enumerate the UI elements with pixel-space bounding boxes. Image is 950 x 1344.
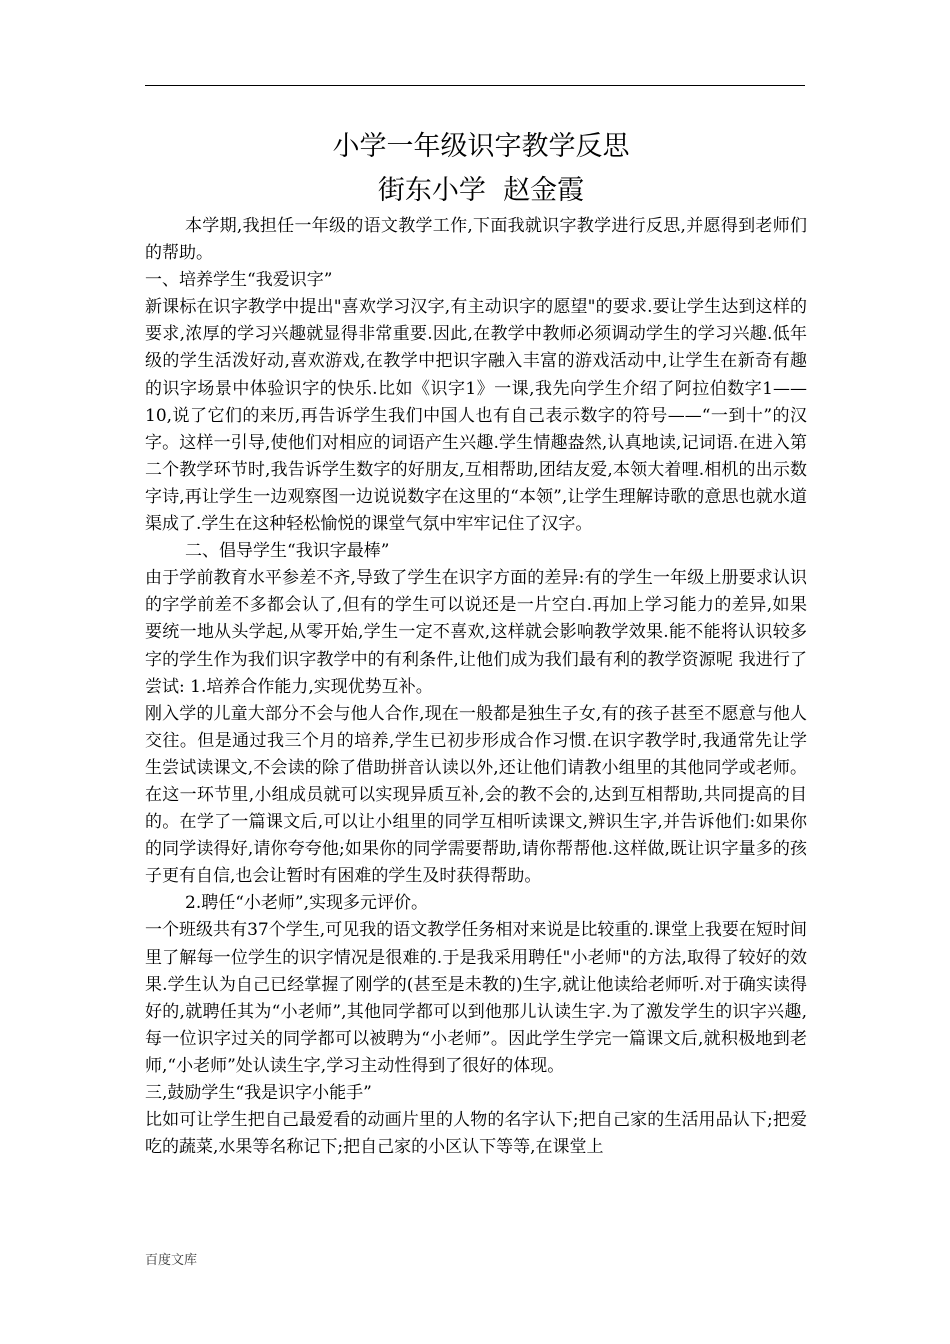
document-title: 小学一年级识字教学反思: [332, 131, 630, 162]
paragraph: 比如可让学生把自己最爱看的动画片里的人物的名字认下;把自己家的生活用品认下;把爱吃的蔬菜,水果等名称记下;把自己家的小区认下等等,在课堂上: [145, 1110, 807, 1158]
paragraph: 刚入学的儿童大部分不会与他人合作,现在一般都是独生子女,有的孩子甚至不愿意与他人交往。但是通过我三个月的培养,学生已初步形成合作习惯.在识字教学时,我通常先让学生尝试读课文,不会读的除了借助拼音认读以外,还让他们请教小组里的其他同学或老师。在这一环节里,小组成员就可以实现异质互补,会的教不会的,达到互相帮助,共同提高的目的。在学了一篇课文后,可以让小组里的同学互相听读课文,辨识生字,并告诉他们:如果你的同学读得好,请你夸夸他;如果你的同学需要帮助,请你帮帮他.这样做,既让识字量多的孩子更有自信,也会让暂时有困难的学生及时获得帮助。: [145, 703, 807, 887]
paragraph: 一、培养学生“我爱识字”: [145, 270, 333, 291]
document-body: [145, 125, 807, 1161]
paragraph: 由于学前教育水平参差不齐,导致了学生在识字方面的差异:有的学生一年级上册要求认识的字学前差不多都会认了,但有的学生可以说还是一片空白.再加上学习能力的差异,如果要统一地从头学起,从零开始,学生一定不喜欢,这样就会影响教学效果.能不能将认识较多字的学生作为我们识字教学中的有利条件,让他们成为我们最有利的教学资源呢 我进行了尝试: 1.培养合作能力,实现优势互补。: [145, 568, 807, 697]
paragraph: 2.聘任“小老师”,实现多元评价。: [185, 893, 429, 914]
footer-source: 百度文库: [145, 1253, 198, 1268]
paragraph: 本学期,我担任一年级的语文教学工作,下面我就识字教学进行反思,并愿得到老师们的帮助。: [145, 216, 807, 264]
author-line: 街东小学 赵金霞: [377, 175, 585, 206]
paragraph: 二、倡导学生“我识字最棒”: [185, 541, 390, 562]
paragraph: 新课标在识字教学中提出"喜欢学习汉字,有主动识字的愿望"的要求.要让学生达到这样的要求,浓厚的学习兴趣就显得非常重要.因此,在教学中教师必须调动学生的学习兴趣.低年级的学生活泼好动,喜欢游戏,在教学中把识字融入丰富的游戏活动中,让学生在新奇有趣的识字场景中体验识字的快乐.比如《识字1》一课,我先向学生介绍了阿拉伯数字1——10,说了它们的来历,再告诉学生我们中国人也有自己表示数字的符号——“一到十”的汉字。这样一引导,使他们对相应的词语产生兴趣.学生情趣盎然,认真地读,记词语.在进入第二个教学环节时,我告诉学生数字的好朋友,互相帮助,团结友爱,本领大着哩.相机的出示数字诗,再让学生一边观察图一边说说数字在这里的“本领”,让学生理解诗歌的意思也就水道渠成了.学生在这种轻松愉悦的课堂气氛中牢牢记住了汉字。: [145, 297, 807, 535]
paragraph: 一个班级共有37个学生,可见我的语文教学任务相对来说是比较重的.课堂上我要在短时间里了解每一位学生的识字情况是很难的.于是我采用聘任"小老师"的方法,取得了较好的效果.学生认为自己已经掌握了刚学的(甚至是未教的)生字,就让他读给老师听.对于确实读得好的,就聘任其为“小老师”,其他同学都可以到他那儿认读生字.为了激发学生的识字兴趣,每一位识字过关的同学都可以被聘为“小老师”。因此学生学完一篇课文后,就积极地到老师,“小老师”处认读生字,学习主动性得到了很好的体现。: [145, 920, 807, 1076]
document-content: [145, 213, 807, 1161]
header-rule: [145, 85, 805, 86]
paragraph: 三,鼓励学生“我是识字小能手”: [145, 1083, 372, 1103]
